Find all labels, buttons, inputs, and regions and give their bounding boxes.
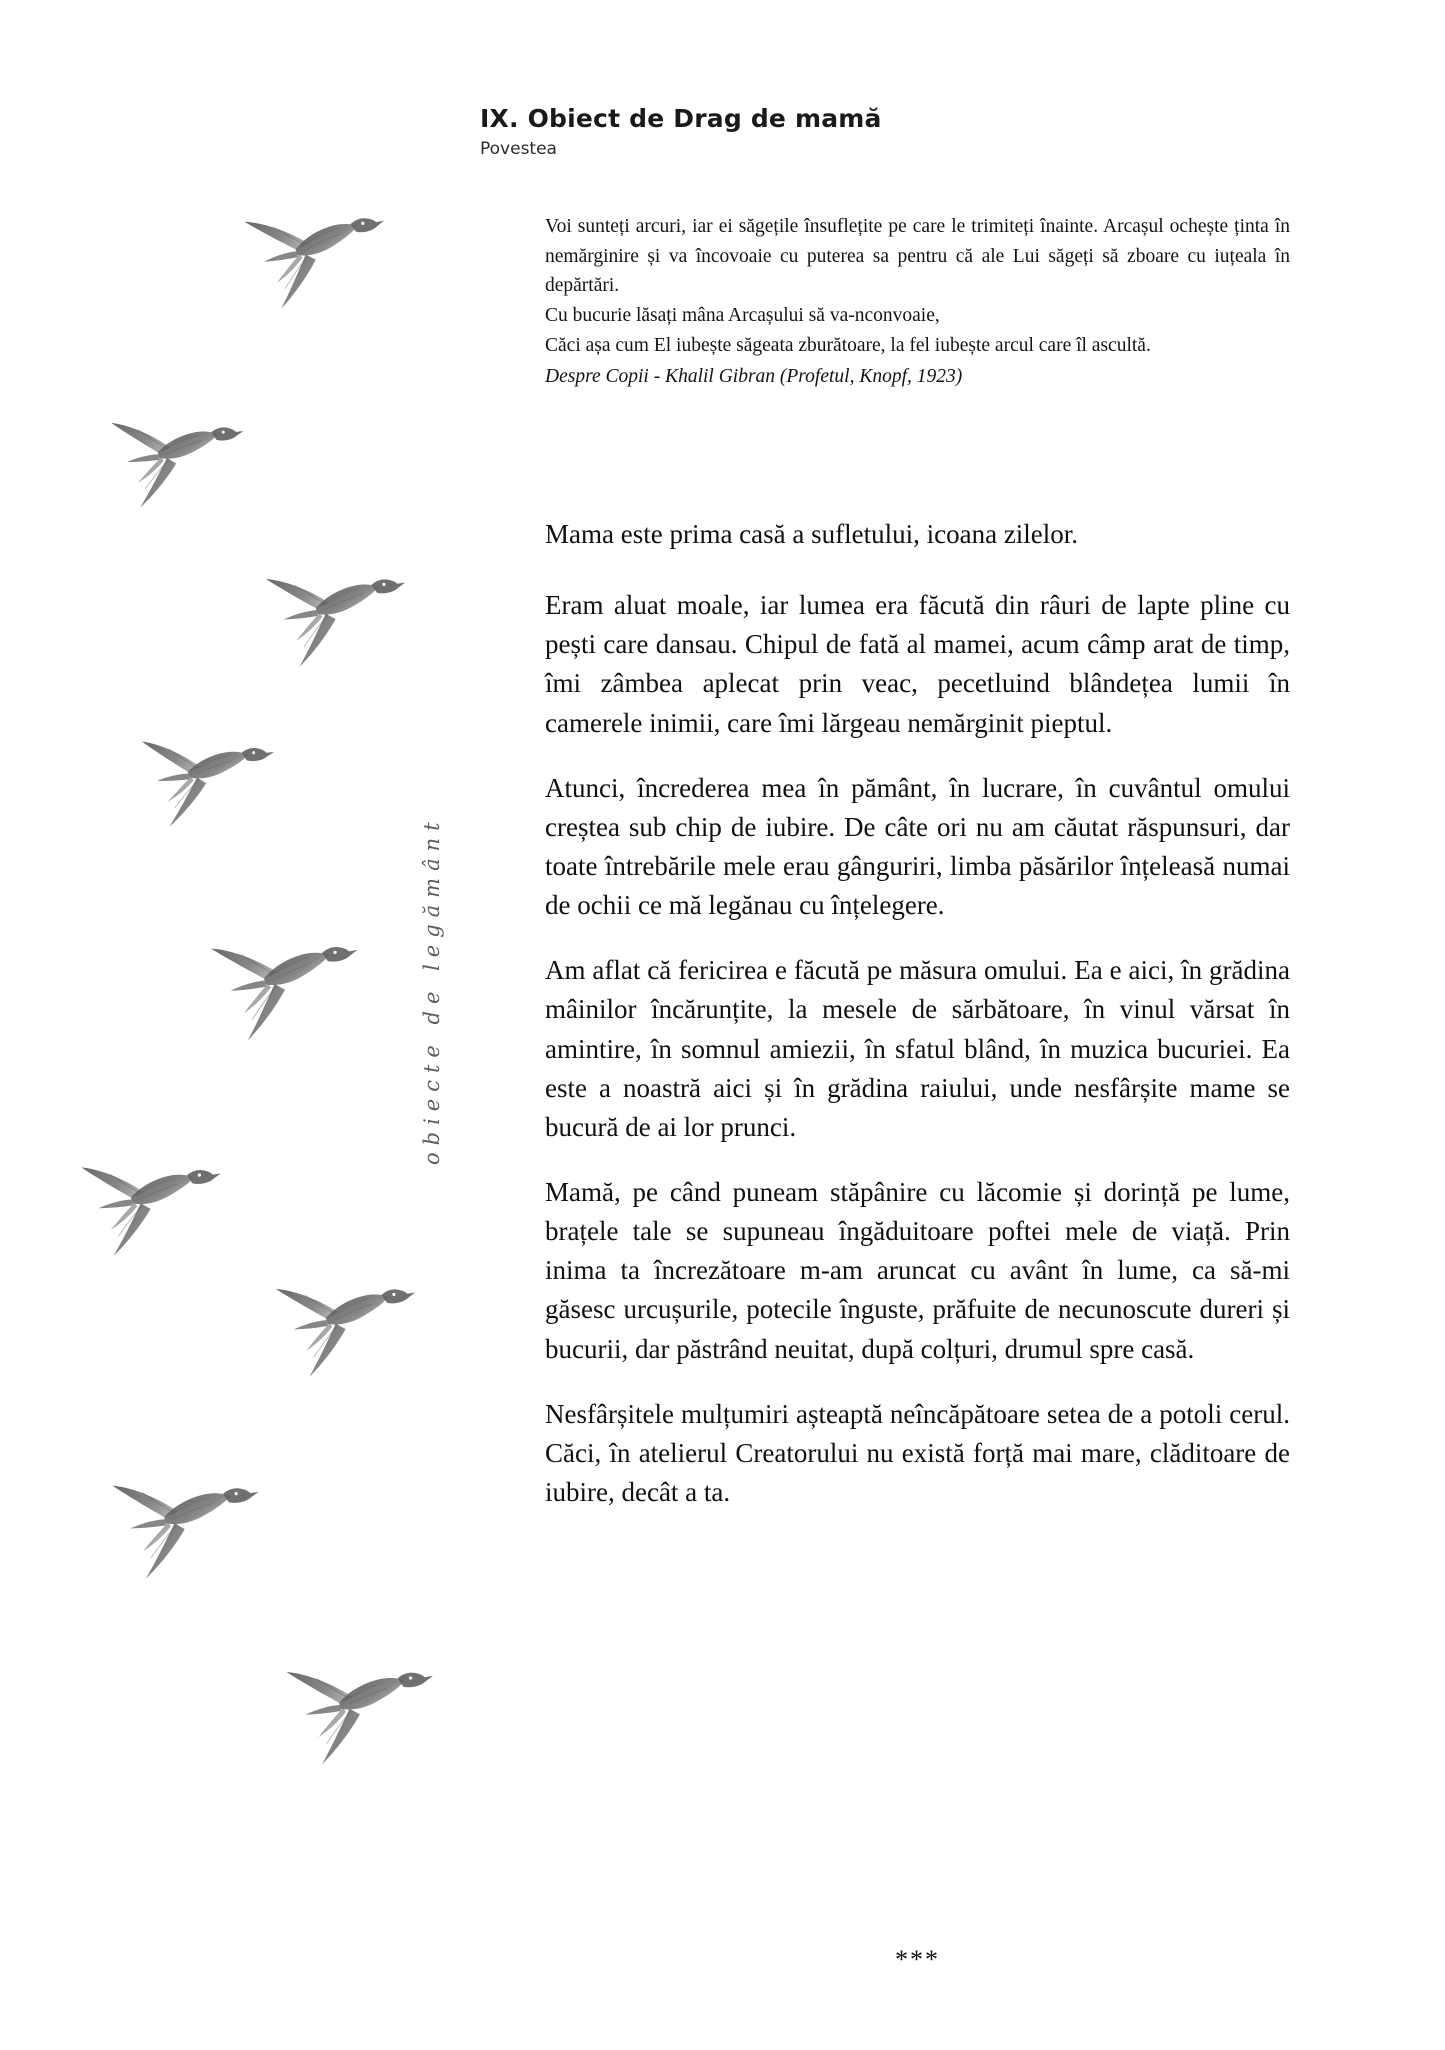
swallow-icon — [282, 1628, 468, 1793]
paragraph: Mama este prima casă a sufletului, icoana zilelor. — [545, 519, 1079, 549]
swallow-icon — [271, 1247, 448, 1404]
epigraph-line-3: Căci așa cum El iubește săgeata zburătoare, la fel iubește arcul care îl ascultă. — [545, 334, 1151, 356]
paragraph: Nesfârșitele mulțumiri așteaptă neîncăpătoare setea de a potoli cerul. Căci, în atelierul Creatorului nu există forță mai mare, clăditoare de iubire, decât a ta. — [545, 1398, 1290, 1507]
paragraph: Atunci, încrederea mea în pământ, în lucrare, în cuvântul omului creștea sub chip de iubire. De câte ori nu am căutat răspunsuri, dar toate întrebările mele erau gânguriri, limba păsărilor înțeleasă numai de ochii ce mă legănau cu înțelegere. — [545, 772, 1290, 921]
vertical-caption: obiecte de legământ — [420, 815, 444, 1165]
section-end-mark: *** — [895, 1945, 940, 1974]
epigraph-attribution: Despre Copii - Khalil Gibran (Profetul, Knopf, 1923) — [545, 366, 963, 388]
body-text — [545, 515, 1290, 1512]
swallow-icon — [206, 902, 393, 1069]
swallow-icon — [138, 708, 302, 851]
page-title: IX. Obiect de Drag de mamă — [480, 104, 882, 133]
paragraph: Mamă, pe când puneam stăpânire cu lăcomie și dorință pe lume, brațele tale se supuneau îngăduitoare poftei mele de viață. Prin inima ta încrezătoare m-am aruncat cu avânt în lume, ca să-mi găsesc urcușurile, potecile înguste, prăfuite de necunoscute dureri și bucurii, dar păstrând neuitat, după colțuri, drumul spre casă. — [545, 1176, 1290, 1364]
epigraph-line-1: Voi sunteți arcuri, iar ei săgețile însuflețite pe care le trimiteți înainte. Arcașul ochește ținta în nemărginire și va încovoaie cu puterea sa pentru că ale Lui săgeți să zboare cu iuțeala în depărtări. — [545, 216, 1290, 297]
swallow-icon — [107, 387, 273, 532]
paragraph: Am aflat că fericirea e făcută pe măsura omului. Ea e aici, în grădina mâinilor încărunțite, la mesele de sărbătoare, în vinul vărsat în amintire, în somnul amiezii, în sfatul blând, în muzica bucuriei. Ea este a noastră aici și în grădina raiului, unde nesfârșite mame se bucură de ai lor prunci. — [545, 955, 1290, 1142]
swallow-icon — [240, 175, 420, 335]
epigraph-block — [545, 212, 1290, 392]
paragraph: Eram aluat moale, iar lumea era făcută din râuri de lapte pline cu pești care dansau. Chipul de fată al mamei, acum câmp arat de timp, îmi zâmbea aplecat prin veac, pecetluind blândețea lumii în camerele inimii, care îmi lărgeau nemărginit pieptul. — [545, 590, 1290, 738]
epigraph-line-2: Cu bucurie lăsați mâna Arcașului să va-nconvoaie, — [545, 304, 940, 326]
swallow-icon — [77, 1128, 253, 1283]
document-header — [480, 104, 1300, 159]
page-subtitle: Povestea — [480, 139, 557, 159]
swallow-icon — [261, 537, 438, 694]
swallow-icon — [108, 1444, 293, 1606]
